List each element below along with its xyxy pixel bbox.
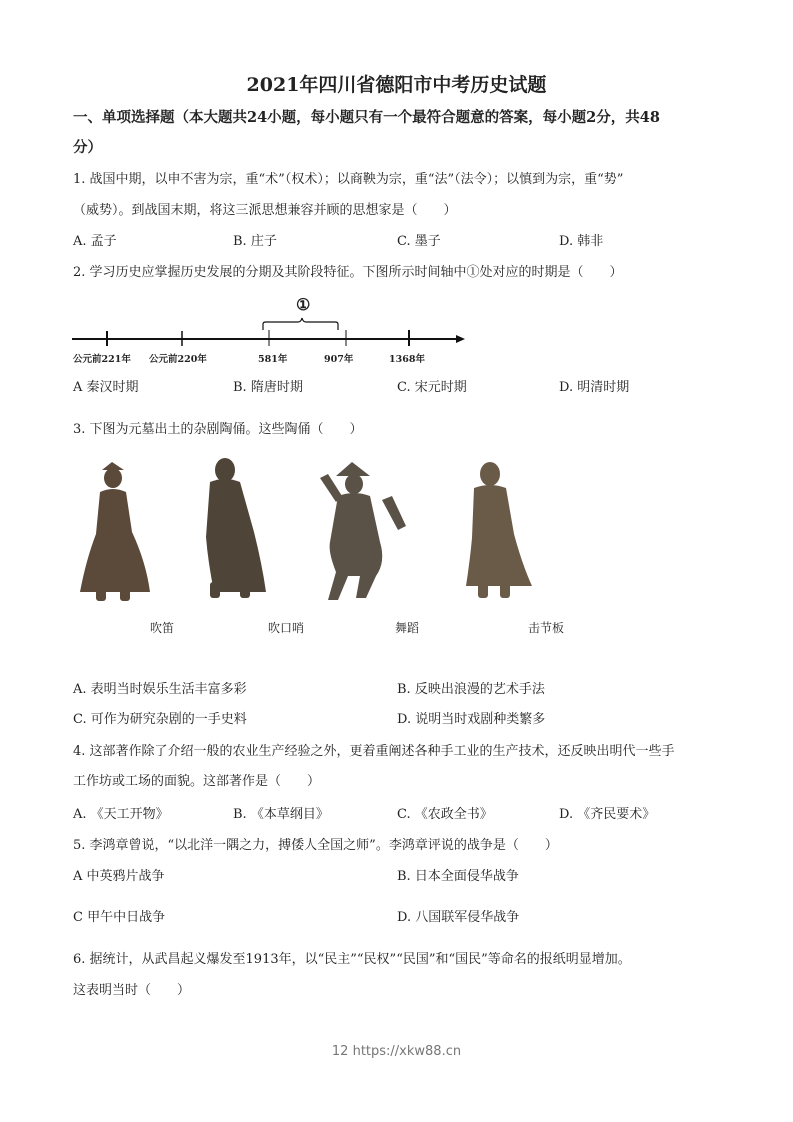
q5-option-a: A 中英鸦片战争 [73,869,165,884]
figure-caption: 舞蹈 [395,621,420,635]
figurine-dance [320,462,406,600]
figure-caption: 吹笛 [150,621,175,635]
section-heading-cont: 分） [73,139,102,156]
q5-stem: 5. 李鸿章曾说，“以北洋一隅之力，搏倭人全国之师”。李鸿章评说的战争是（ ） [73,838,558,853]
q3-option-b: B. 反映出浪漫的艺术手法 [397,682,545,697]
q2-stem: 2. 学习历史应掌握历史发展的分期及其阶段特征。下图所示时间轴中①处对应的时期是（ ） [73,265,623,280]
q5-option-d: D. 八国联军侵华战争 [397,910,520,925]
timeline-axis [72,330,465,346]
q3-option-c: C. 可作为研究杂剧的一手史料 [73,712,247,727]
timeline-label: 581年 [258,354,288,365]
q3-option-d: D. 说明当时戏剧种类繁多 [397,712,546,727]
figure-caption: 击节板 [528,621,565,635]
q4-option-b: B. 《本草纲目》 [233,807,329,822]
q1-option-c: C. 墨子 [397,234,441,249]
q5-option-c: C 甲午中日战争 [73,910,166,925]
timeline-label: 1368年 [389,354,425,365]
q2-option-b: B. 隋唐时期 [233,380,303,395]
q3-option-a: A. 表明当时娱乐生活丰富多彩 [73,682,247,697]
figure-caption: 吹口哨 [268,621,305,635]
q2-option-a: A 秦汉时期 [73,380,139,395]
period-brace [263,318,338,330]
q4-stem-cont: 工作坊或工场的面貌。这部著作是（ ） [73,774,321,789]
q6-stem-cont: 这表明当时（ ） [73,983,191,998]
q5-option-b: B. 日本全面侵华战争 [397,869,519,884]
q6-stem: 6. 据统计，从武昌起义爆发至1913年，以“民主”“民权”“民国”和“国民”等命名的报纸明显增加。 [73,952,631,967]
q1-option-b: B. 庄子 [233,234,277,249]
section-heading: 一、单项选择题（本大题共24小题，每小题只有一个最符合题意的答案，每小题2分，共48 [73,109,660,126]
q1-stem: 1. 战国中期，以申不害为宗，重“术”（权术）；以商鞅为宗，重“法”（法令）；以慎到为宗，重“势” [73,172,624,187]
page-title: 2021年四川省德阳市中考历史试题 [246,74,547,96]
q4-stem: 4. 这部著作除了介绍一般的农业生产经验之外，更着重阐述各种手工业的生产技术，还反映出明代一些手 [73,744,675,759]
timeline-label: 907年 [324,354,354,365]
page-footer: 12 https://xkw88.cn [331,1044,462,1059]
q4-option-c: C. 《农政全书》 [397,807,493,822]
figurine-flute [80,462,150,601]
figurine-clapper [466,462,532,598]
q1-option-d: D. 韩非 [559,234,604,249]
q4-option-d: D. 《齐民要术》 [559,807,656,822]
q2-option-d: D. 明清时期 [559,380,630,395]
q1-option-a: A. 孟子 [73,234,117,249]
timeline-label: 公元前221年 [73,354,131,365]
q1-stem-cont: （威势）。到战国末期，将这三派思想兼容并顾的思想家是（ ） [73,203,457,218]
q3-stem: 3. 下图为元墓出土的杂剧陶俑。这些陶俑（ ） [73,422,363,437]
q2-option-c: C. 宋元时期 [397,380,467,395]
figurines-illustration [80,458,532,601]
timeline-label: 公元前220年 [149,354,207,365]
q4-option-a: A. 《天工开物》 [73,807,169,822]
timeline-marker: ① [296,295,311,314]
figurine-whistle [206,458,266,598]
